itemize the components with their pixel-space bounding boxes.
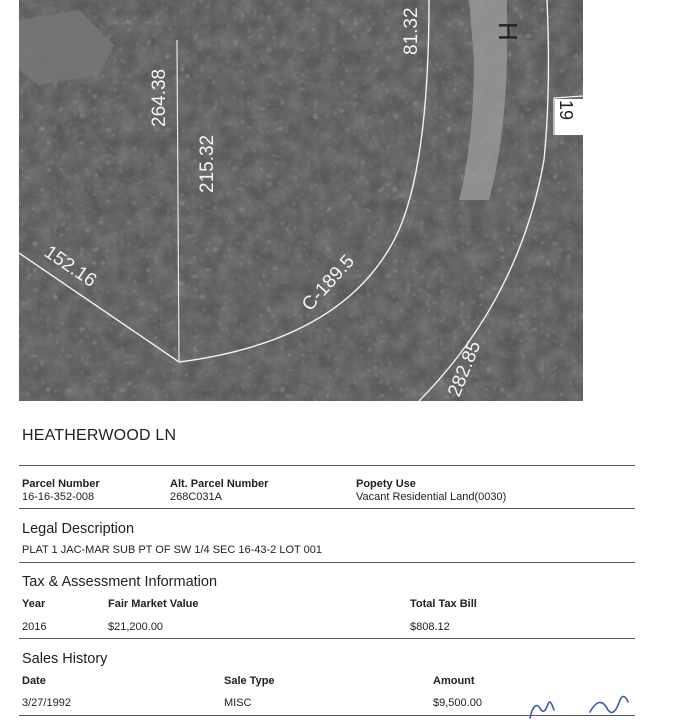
- aerial-map-image: [19, 0, 583, 401]
- property-use-value: Vacant Residential Land(0030): [356, 491, 507, 503]
- map-label-h: H: [493, 22, 523, 41]
- legal-description-text: PLAT 1 JAC-MAR SUB PT OF SW 1/4 SEC 16-43-2 LOT 001: [22, 544, 322, 556]
- fair-market-value-label: Fair Market Value: [108, 598, 199, 610]
- tax-year-value: 2016: [22, 621, 47, 633]
- map-label-152: 152.16: [40, 241, 101, 292]
- total-tax-bill-label: Total Tax Bill: [410, 598, 477, 610]
- map-label-81: 81.32: [401, 7, 422, 55]
- tax-heading: Tax & Assessment Information: [22, 574, 218, 590]
- map-label-264: 264.38: [149, 68, 170, 127]
- total-tax-bill-value: $808.12: [410, 621, 450, 633]
- divider: [19, 638, 635, 639]
- sale-date-value: 3/27/1992: [22, 697, 71, 709]
- map-label-215: 215.32: [197, 134, 218, 193]
- legal-description-heading: Legal Description: [22, 521, 135, 537]
- sale-type-value: MISC: [224, 697, 252, 709]
- parcel-number-label: Parcel Number: [22, 478, 100, 490]
- parcel-number-value: 16-16-352-008: [22, 491, 95, 503]
- map-label-282: 282.85: [444, 338, 486, 400]
- map-label-c189: C-189.5: [298, 251, 359, 316]
- sale-type-label: Sale Type: [224, 675, 275, 687]
- handwritten-signature-mark: [520, 690, 640, 720]
- sale-amount-label: Amount: [433, 675, 475, 687]
- sale-date-label: Date: [22, 675, 46, 687]
- map-label-19: 19: [556, 100, 576, 121]
- fair-market-value: $21,200.00: [108, 621, 164, 633]
- divider: [19, 508, 635, 509]
- property-address: HEATHERWOOD LN: [22, 427, 177, 444]
- sales-history-heading: Sales History: [22, 651, 108, 667]
- divider: [19, 562, 635, 563]
- sale-amount-value: $9,500.00: [433, 697, 482, 709]
- divider: [19, 465, 635, 466]
- property-use-label: Popety Use: [356, 478, 416, 490]
- alt-parcel-label: Alt. Parcel Number: [170, 478, 269, 490]
- alt-parcel-value: 268C031A: [170, 491, 222, 503]
- parcel-map: [19, 0, 583, 401]
- tax-year-label: Year: [22, 598, 46, 610]
